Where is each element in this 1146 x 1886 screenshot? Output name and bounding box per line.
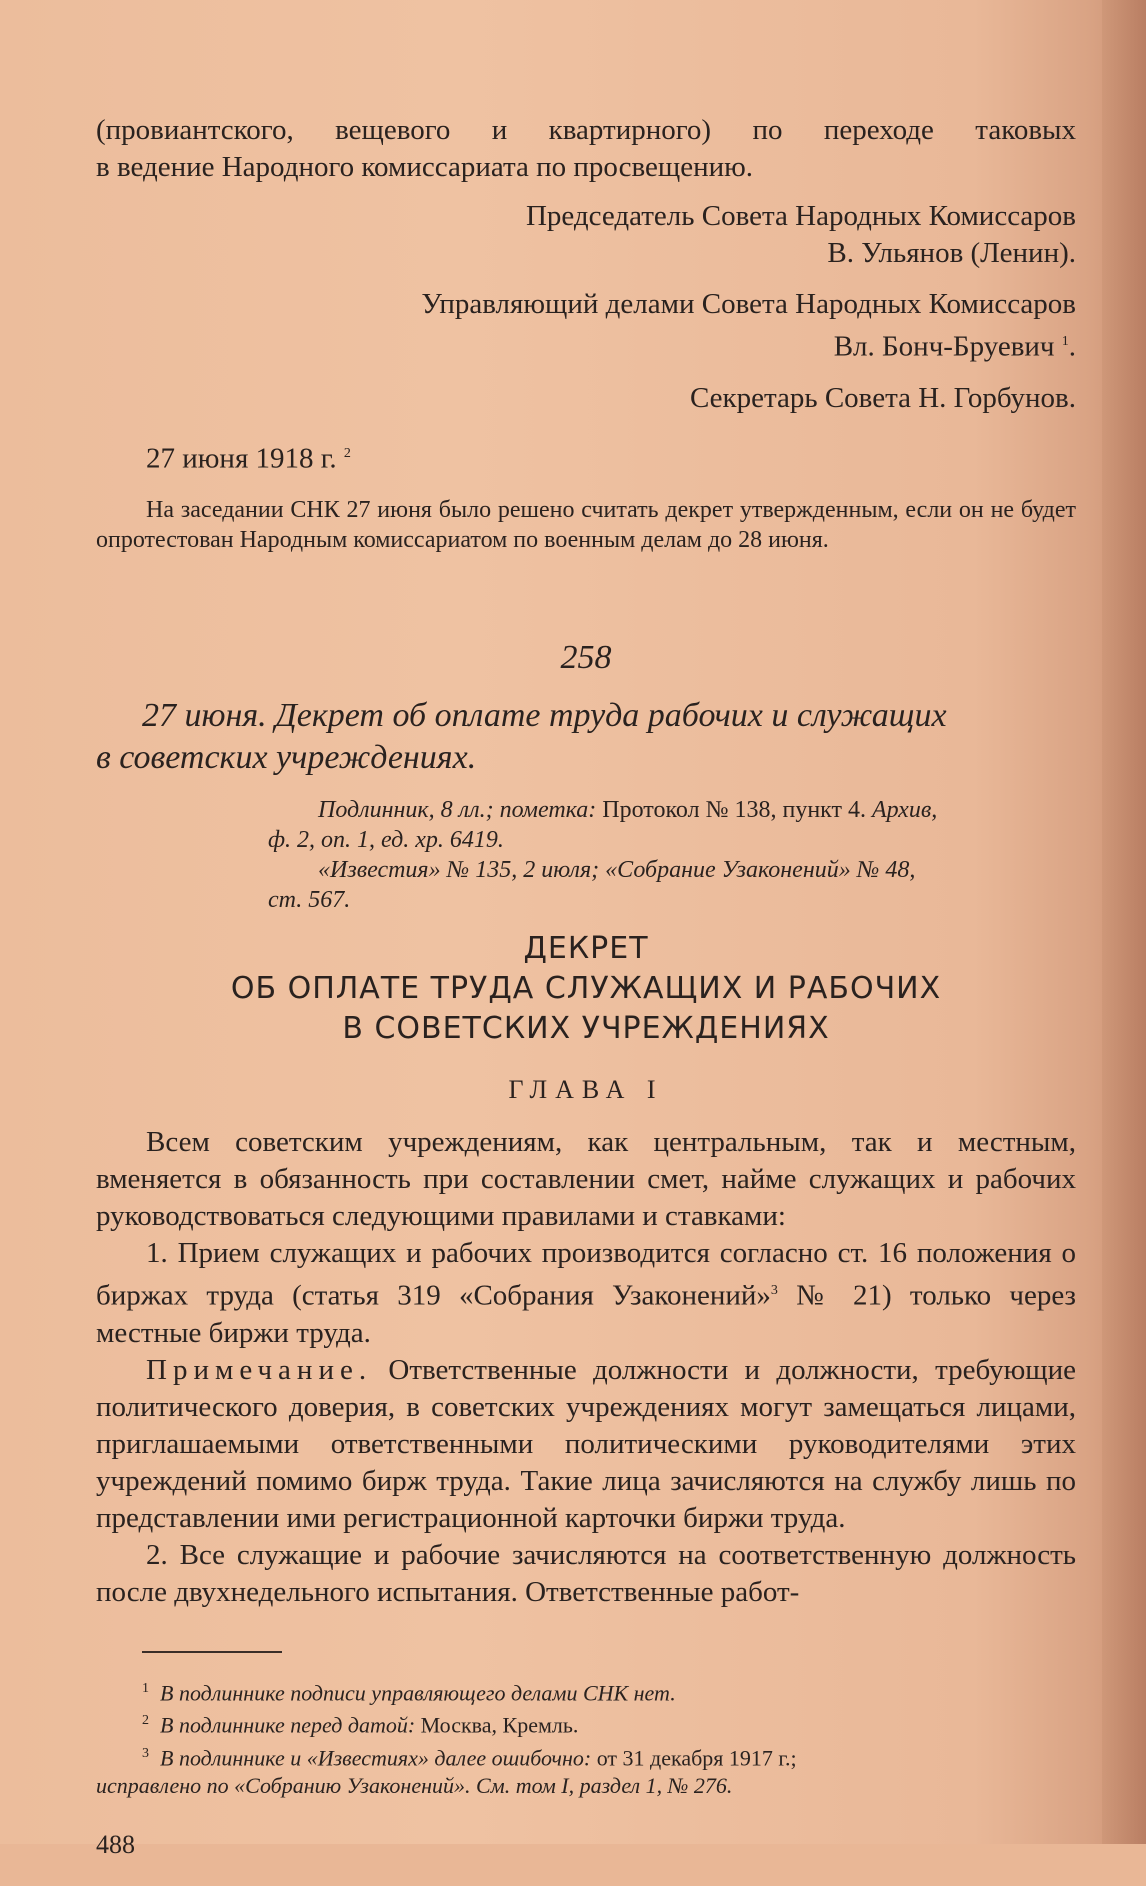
note-label: Примечание. — [146, 1353, 373, 1386]
page-content — [96, 112, 1076, 1886]
paragraph-note — [96, 1352, 1076, 1537]
footnote-2-plain: Москва, Кремль. — [415, 1712, 579, 1738]
continuation-line-1: (провиантского, вещевого и квартирного) по переходе таковых — [96, 114, 1076, 146]
footnote-1-mark: 1 — [142, 1680, 149, 1696]
signature-chair-title: Председатель Совета Народных Комиссаров — [525, 200, 1076, 232]
decree-date-line — [96, 435, 1076, 478]
footnote-ref-3: 3 — [770, 1283, 778, 1299]
footnote-3-continuation: исправлено по «Собранию Узаконений». См. том I, раздел 1, № 276. — [96, 1772, 733, 1798]
footnote-2-mark: 2 — [142, 1713, 149, 1729]
source-references — [96, 795, 1076, 915]
paragraph-intro: Всем советским учреждениям, как центральным, так и местным, вменяется в обязанность при составлении смет, найме служащих и рабочих руководствоваться следующими правилами и ставками: — [96, 1126, 1076, 1233]
footnote-2 — [142, 1707, 1076, 1739]
footnotes — [96, 1675, 1076, 1800]
paragraph-1 — [96, 1235, 1076, 1352]
signature-block — [96, 198, 1076, 417]
signature-manager-title: Управляющий делами Совета Народных Комиссаров — [421, 288, 1076, 320]
footnote-3 — [142, 1740, 1076, 1772]
document-number: 258 — [560, 639, 612, 677]
decree-date: 27 июня 1918 г. — [146, 442, 337, 475]
decree-title-line-2: ОБ ОПЛАТЕ ТРУДА СЛУЖАЩИХ И РАБОЧИХ — [230, 971, 942, 1007]
source-ref-1-part-b: Протокол № 138, пункт 4. — [596, 797, 872, 824]
source-ref-2: «Известия» № 135, 2 июля; «Собрание Узаконений» № 48, — [318, 857, 916, 884]
continuation-line-2: в ведение Народного комиссариата по просвещению. — [96, 151, 754, 183]
page-number: 488 — [96, 1829, 135, 1859]
book-spine-shadow — [1102, 0, 1146, 1844]
footnote-ref-2: 2 — [343, 445, 351, 461]
signature-manager-name: Вл. Бонч-Бруевич — [833, 330, 1055, 363]
source-ref-1-part-a: Подлинник, 8 лл.; пометка: — [318, 797, 597, 824]
chapter-heading: ГЛАВА I — [508, 1075, 664, 1105]
paragraph-1-text: 1. Прием служащих и рабочих производится согласно ст. 16 положения о биржах труда (статья 319 «Собрания Узаконений» — [96, 1237, 1076, 1312]
document-heading-line-2: в советских учреждениях. — [96, 739, 477, 777]
footnote-3-italic: В подлиннике и «Известиях» далее ошибочно: — [160, 1744, 592, 1770]
decree-title-line-1: ДЕКРЕТ — [523, 931, 649, 967]
footnote-2-italic: В подлиннике перед датой: — [160, 1712, 416, 1738]
source-ref-1-part-c: Архив, — [872, 797, 938, 824]
footnote-ref-1: 1 — [1061, 334, 1069, 349]
source-ref-2-line-2: ст. 567. — [268, 887, 351, 914]
footnote-3-mark: 3 — [142, 1745, 149, 1761]
signature-chair-name: В. Ульянов (Ленин). — [827, 237, 1076, 269]
footnote-1-text: В подлиннике подписи управляющего делами СНК нет. — [160, 1680, 676, 1706]
decree-title-line-3: В СОВЕТСКИХ УЧРЕЖДЕНИЯХ — [342, 1011, 830, 1047]
decree-title — [96, 929, 1076, 1049]
source-ref-1 — [96, 795, 1076, 825]
footnote-divider — [142, 1651, 282, 1653]
footnote-3-plain: от 31 декабря 1917 г.; — [591, 1744, 797, 1770]
paragraph-1-end: № 21) только через местные биржи труда. — [96, 1279, 1076, 1349]
footnote-1 — [142, 1675, 1076, 1707]
document-heading — [96, 695, 1076, 779]
paragraph-2: 2. Все служащие и рабочие зачисляются на соответственную должность после двухнедельного испытания. Ответственные работ- — [96, 1538, 1076, 1608]
editorial-note: На заседании СНК 27 июня было решено считать декрет утвержденным, если он не будет опротестован Народным комиссариатом по военным делам до 28 июня. — [96, 497, 1076, 554]
signature-manager-line: Вл. Бонч-Бруевич $^1$. — [833, 330, 1076, 363]
source-ref-1-line-2: ф. 2, оп. 1, ед. хр. 6419. — [268, 827, 504, 854]
signature-secretary: Секретарь Совета Н. Горбунов. — [689, 381, 1076, 414]
document-heading-line-1: 27 июня. Декрет об оплате труда рабочих и служащих — [142, 697, 947, 735]
note-text: Ответственные должности и должности, требующие политического доверия, в советских учреждениях могут замещаться лицами, приглашаемыми ответственными политическими руководителями этих учреждений помимо бирж труда. Такие лица зачисляются на службу лишь по представлении ими регистрационной карточки биржи труда. — [96, 1353, 1076, 1534]
